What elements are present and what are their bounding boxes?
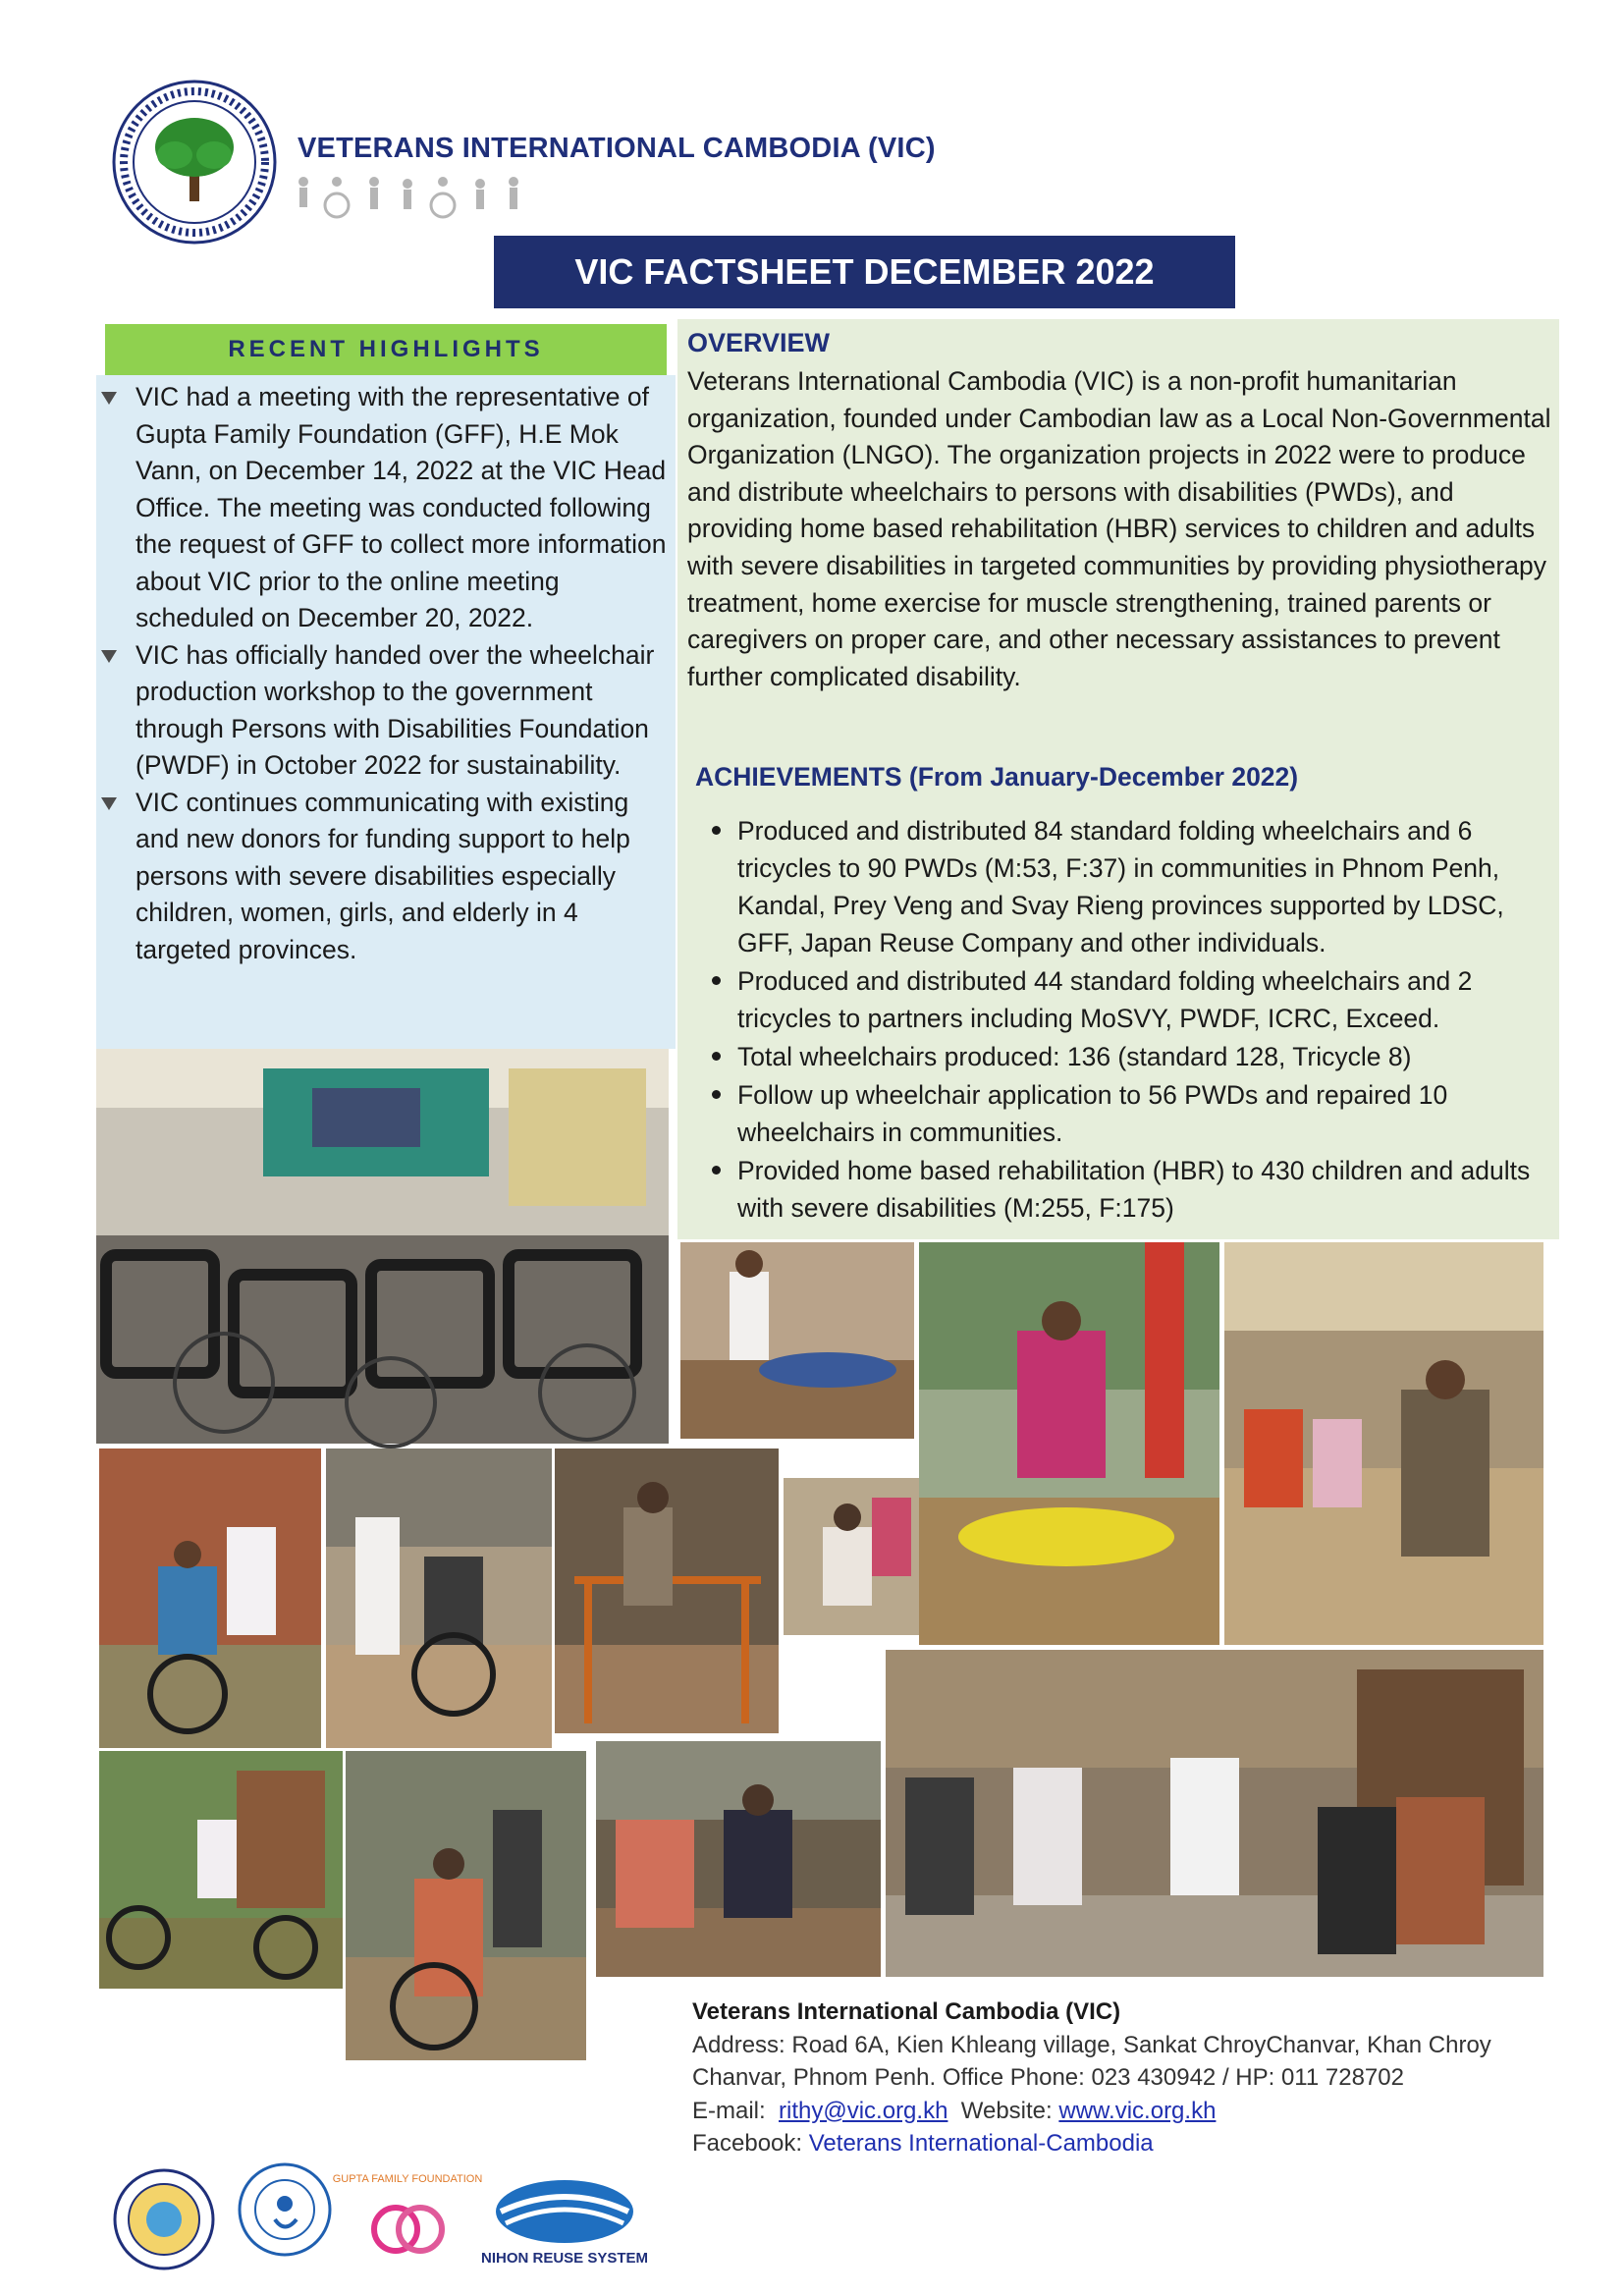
- bullet-icon: [712, 976, 721, 985]
- contact-org-name: Veterans International Cambodia (VIC): [692, 1998, 1121, 2025]
- list-item: [699, 812, 1553, 961]
- email-label: E-mail:: [692, 2097, 766, 2124]
- arrow-bullet-icon: [100, 648, 118, 664]
- physiotherapy-photo-3: [1224, 1242, 1543, 1645]
- org-title: VETERANS INTERNATIONAL CAMBODIA (VIC): [298, 133, 936, 164]
- nihon-logo-text: NIHON REUSE SYSTEM: [480, 2250, 649, 2267]
- overview-heading: OVERVIEW: [687, 328, 831, 357]
- list-item: [699, 962, 1553, 1037]
- contact-block: [692, 1995, 1576, 2160]
- vic-logo: [111, 79, 278, 246]
- list-item: [699, 1076, 1553, 1151]
- pwdf-logo: [236, 2160, 334, 2267]
- list-item: [699, 1038, 1553, 1075]
- achievement-text: Produced and distributed 84 standard folding wheelchairs and 6 tricycles to 90 PWDs (M:53, F:37) in communities in Phnom Penh, Kandal, Prey Veng and Svay Rieng provinces supported by LDSC, GFF, Japan Reuse Company and other individuals.: [737, 816, 1504, 957]
- highlight-text: VIC had a meeting with the representative of Gupta Family Foundation (GFF), H.E Mok Vann, on December 14, 2022 at the VIC Head Office. The meeting was conducted following the request of GFF to collect more information about VIC prior to the online meeting scheduled on December 20, 2022.: [135, 382, 667, 632]
- gupta-family-foundation-logo: [332, 2160, 483, 2278]
- parallel-bars-photo: [555, 1449, 779, 1733]
- wheelchair-recipient-photo-2: [326, 1449, 552, 1748]
- facebook-link[interactable]: Veterans International-Cambodia: [808, 2130, 1154, 2157]
- facebook-line: [692, 2127, 1576, 2160]
- overview-text: Veterans International Cambodia (VIC) is a non-profit humanitarian organization, founded under Cambodian law as a Local Non-Governmental Organization (LNGO). The organization projects in 2022 were to produce and distribute wheelchairs to persons with disabilities (PWDs), and providing home based rehabilitation (HBR) services to children and adults with severe disabilities in targeted communities by providing physiotherapy treatment, home exercise for muscle strengthening, trained parents or caregivers on proper care, and other necessary assistances to prevent further complicated disability.: [687, 366, 1551, 691]
- factsheet-title: VIC FACTSHEET DECEMBER 2022: [494, 236, 1235, 308]
- tricycle-photo: [99, 1751, 343, 1989]
- bullet-icon: [712, 1052, 721, 1061]
- list-item: [96, 379, 676, 637]
- ministry-seal-logo: [113, 2168, 216, 2271]
- bullet-icon: [712, 826, 721, 835]
- achievement-text: Follow up wheelchair application to 56 PWDs and repaired 10 wheelchairs in communities.: [737, 1080, 1448, 1147]
- workshop-wheelchairs-photo: [96, 1049, 669, 1444]
- achievements-list: [699, 812, 1553, 1228]
- gupta-logo-text: GUPTA FAMILY FOUNDATION: [332, 2173, 483, 2185]
- meeting-photo: [886, 1650, 1543, 1977]
- email-link[interactable]: rithy@vic.org.kh: [779, 2097, 948, 2124]
- arrow-bullet-icon: [100, 795, 118, 811]
- facebook-label: Facebook:: [692, 2130, 803, 2157]
- physiotherapy-photo-2: [919, 1242, 1219, 1645]
- bullet-icon: [712, 1090, 721, 1099]
- people-silhouettes-icon: [290, 172, 535, 221]
- nihon-reuse-system-logo: [481, 2172, 648, 2270]
- bullet-icon: [712, 1166, 721, 1175]
- achievements-heading: ACHIEVEMENTS (From January-December 2022): [695, 762, 1299, 792]
- list-item: [96, 637, 676, 785]
- achievement-text: Total wheelchairs produced: 136 (standard 128, Tricycle 8): [737, 1042, 1412, 1071]
- wheelchair-recipient-photo-3: [346, 1751, 586, 2060]
- highlight-text: VIC continues communicating with existing and new donors for funding support to help persons with severe disabilities especially children, women, girls, and elderly in 4 targeted provinces.: [135, 787, 630, 964]
- achievement-text: Produced and distributed 44 standard folding wheelchairs and 2 tricycles to partners including MoSVY, PWDF, ICRC, Exceed.: [737, 966, 1473, 1033]
- child-rehab-photo: [784, 1478, 919, 1635]
- home-visit-photo: [596, 1741, 881, 1977]
- contact-links: [692, 2095, 1576, 2128]
- highlights-list: [96, 379, 676, 968]
- list-item: [96, 785, 676, 969]
- website-label: Website:: [960, 2097, 1053, 2124]
- highlight-text: VIC has officially handed over the wheelchair production workshop to the government through Persons with Disabilities Foundation (PWDF) in October 2022 for sustainability.: [135, 639, 655, 780]
- list-item: [699, 1152, 1553, 1227]
- website-link[interactable]: www.vic.org.kh: [1058, 2097, 1217, 2124]
- highlights-heading: RECENT HIGHLIGHTS: [105, 324, 667, 375]
- wheelchair-recipient-photo-1: [99, 1449, 321, 1748]
- arrow-bullet-icon: [100, 390, 118, 406]
- achievement-text: Provided home based rehabilitation (HBR) to 430 children and adults with severe disabilities (M:255, F:175): [737, 1156, 1531, 1223]
- contact-address: Address: Road 6A, Kien Khleang village, Sankat ChroyChanvar, Khan Chroy Chanvar, Phnom Penh. Office Phone: 023 430942 / HP: 011 728702: [692, 2031, 1491, 2091]
- physiotherapy-photo-1: [680, 1242, 914, 1439]
